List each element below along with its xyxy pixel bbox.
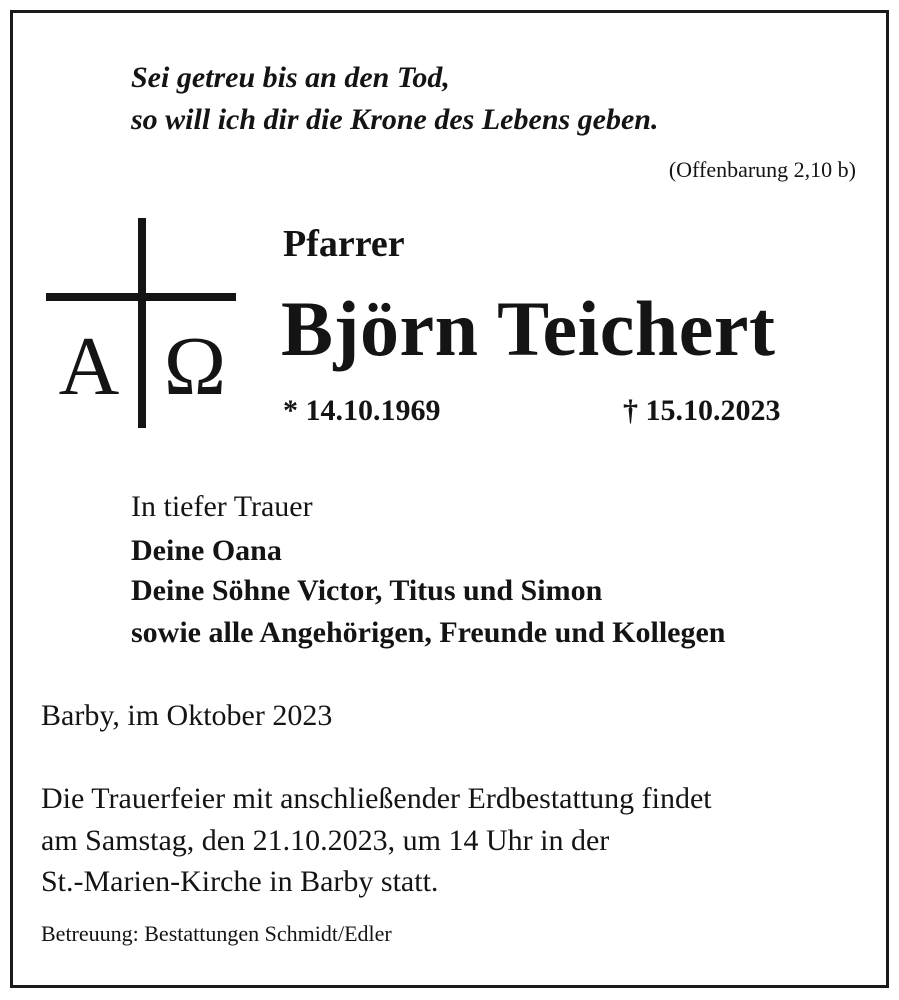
mourning-intro: In tiefer Trauer <box>131 490 313 523</box>
service-info-line-3: St.-Marien-Kirche in Barby statt. <box>41 865 439 898</box>
bible-verse-line-2: so will ich dir die Krone des Lebens geben. <box>131 103 659 136</box>
cross-vertical-beam <box>138 218 146 428</box>
mourner-line-2: Deine Söhne Victor, Titus und Simon <box>131 574 603 607</box>
deceased-title: Pfarrer <box>283 223 405 265</box>
undertaker-credit: Betreuung: Bestattungen Schmidt/Edler <box>41 921 392 946</box>
bible-verse-line-1: Sei getreu bis an den Tod, <box>131 61 450 94</box>
birth-date: * 14.10.1969 <box>283 394 441 427</box>
service-info-line-1: Die Trauerfeier mit anschließender Erdbestattung findet <box>41 782 712 815</box>
omega-letter: Ω <box>163 320 227 413</box>
cross-alpha-omega-icon <box>43 218 239 428</box>
alpha-letter: Α <box>58 320 120 413</box>
mourner-line-3: sowie alle Angehörigen, Freunde und Kollegen <box>131 616 726 649</box>
service-info-line-2: am Samstag, den 21.10.2023, um 14 Uhr in der <box>41 824 610 857</box>
death-date: † 15.10.2023 <box>623 394 781 427</box>
place-and-date: Barby, im Oktober 2023 <box>41 699 333 732</box>
bible-verse-reference: (Offenbarung 2,10 b) <box>668 157 856 182</box>
mourner-line-1: Deine Oana <box>131 534 282 567</box>
obituary-notice <box>10 10 889 988</box>
deceased-name: Björn Teichert <box>281 285 776 372</box>
cross-horizontal-beam <box>46 293 236 301</box>
